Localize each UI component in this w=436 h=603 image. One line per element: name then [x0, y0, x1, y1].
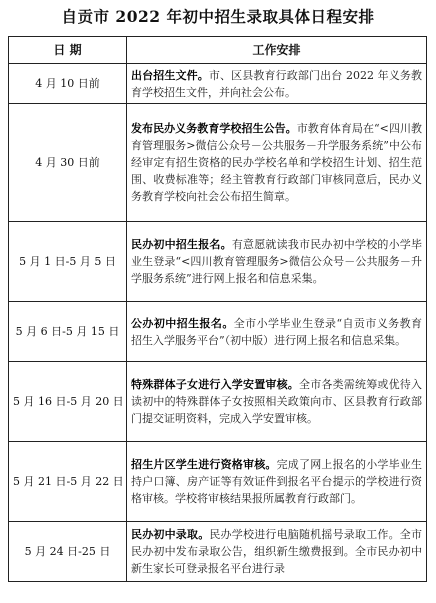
date-cell: 4 月 10 日前 — [9, 64, 127, 104]
document-title: 自贡市 2022 年初中招生录取具体日程安排 — [61, 7, 375, 26]
table-header-row — [9, 37, 427, 64]
work-cell — [127, 104, 427, 222]
work-detail: 全市小学毕业生登录“自贡市义务教育招生入学服务平台”（初中版）进行网上报名和信息采集。 — [131, 316, 422, 347]
work-detail: 民办学校进行电脑随机摇号录取工作。全市民办初中发布录取公告，组织新生缴费报到。全市民办初中新生家长可登录报名平台进行录 — [131, 528, 423, 575]
table-row — [9, 104, 427, 222]
date-cell: 5 月 21 日-5 月 22 日 — [9, 442, 127, 522]
work-detail: 市教育体育局在“<四川教育管理服务>微信公众号－公共服务－升学服务系统”中公布经审定有招生资格的民办学校名单和学校招生计划、招生范围、收费标准等；经主管教育行政部门审核同意后，民办义务教育学校向社会公布招生简章。 — [131, 122, 423, 203]
work-lead: 特殊群体子女进行入学安置审核。 — [131, 378, 299, 391]
column-header-date: 日 期 — [9, 37, 127, 64]
work-cell — [127, 442, 427, 522]
schedule-table — [8, 36, 427, 582]
table-row — [9, 222, 427, 302]
work-detail: 市、区县教育行政部门出台 2022 年义务教育学校招生文件，并向社会公布。 — [131, 68, 422, 99]
work-detail: 完成了网上报名的小学毕业生持户口簿、房产证等有效证件到报名平台提示的学校进行资格审核。学校将审核结果报所属教育行政部门。 — [131, 458, 423, 505]
work-lead: 民办初中录取。 — [131, 528, 210, 541]
date-cell: 5 月 6 日-5 月 15 日 — [9, 302, 127, 362]
date-cell: 5 月 1 日-5 月 5 日 — [9, 222, 127, 302]
table-row — [9, 302, 427, 362]
column-header-work: 工作安排 — [127, 37, 427, 64]
work-detail: 有意愿就读我市民办初中学校的小学毕业生登录“<四川教育管理服务>微信公众号－公共服务－升学服务系统”进行网上报名和信息采集。 — [131, 238, 423, 285]
work-lead: 招生片区学生进行资格审核。 — [131, 458, 277, 471]
work-cell — [127, 362, 427, 442]
work-lead: 出台招生文件。 — [131, 68, 209, 82]
table-row — [9, 64, 427, 104]
date-cell: 5 月 24 日-25 日 — [9, 522, 127, 582]
table-row — [9, 362, 427, 442]
date-cell: 5 月 16 日-5 月 20 日 — [9, 362, 127, 442]
date-cell: 4 月 30 日前 — [9, 104, 127, 222]
work-cell — [127, 302, 427, 362]
work-lead: 发布民办义务教育学校招生公告。 — [131, 122, 297, 135]
work-cell — [127, 64, 427, 104]
table-row — [9, 522, 427, 582]
work-cell — [127, 222, 427, 302]
work-cell — [127, 522, 427, 582]
work-lead: 民办初中招生报名。 — [131, 238, 232, 251]
work-detail: 全市各类需统筹或优待入读初中的特殊群体子女按照相关政策向市、区县教育行政部门提交证明资料，完成入学安置审核。 — [131, 378, 422, 425]
table-row — [9, 442, 427, 522]
work-lead: 公办初中招生报名。 — [131, 316, 234, 330]
